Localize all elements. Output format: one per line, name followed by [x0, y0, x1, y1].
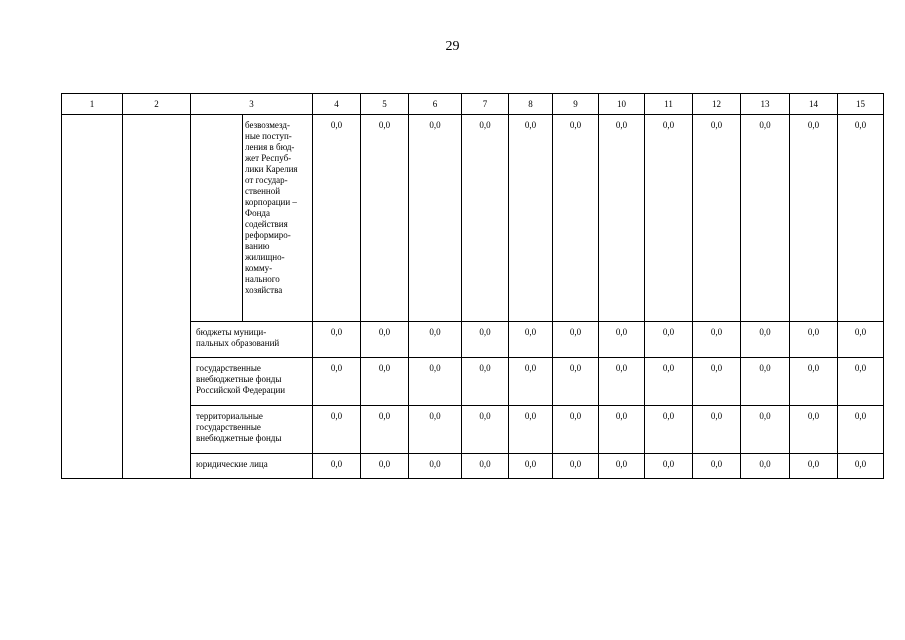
value-cell: 0,0	[313, 358, 361, 406]
value-cell: 0,0	[313, 322, 361, 358]
header-cell: 14	[790, 94, 838, 115]
value-cell: 0,0	[409, 322, 462, 358]
value-cell: 0,0	[409, 115, 462, 322]
value-cell: 0,0	[462, 322, 509, 358]
value-cell: 0,0	[645, 322, 693, 358]
value-cell: 0,0	[693, 358, 741, 406]
value-cell: 0,0	[599, 406, 645, 454]
value-cell: 0,0	[790, 115, 838, 322]
value-cell: 0,0	[741, 115, 790, 322]
value-cell: 0,0	[645, 115, 693, 322]
row-label: юридические лица	[191, 454, 313, 479]
header-cell: 8	[509, 94, 553, 115]
col2-cell	[123, 115, 191, 479]
value-cell: 0,0	[741, 322, 790, 358]
value-cell: 0,0	[509, 322, 553, 358]
table-row	[62, 115, 884, 322]
header-cell: 6	[409, 94, 462, 115]
header-cell: 10	[599, 94, 645, 115]
value-cell: 0,0	[553, 358, 599, 406]
header-cell: 15	[838, 94, 884, 115]
value-cell: 0,0	[313, 454, 361, 479]
value-cell: 0,0	[790, 454, 838, 479]
funding-table	[61, 93, 884, 479]
value-cell: 0,0	[645, 358, 693, 406]
value-cell: 0,0	[361, 115, 409, 322]
row-label: бюджеты муници- пальных образований	[191, 322, 313, 358]
header-cell: 13	[741, 94, 790, 115]
value-cell: 0,0	[361, 358, 409, 406]
value-cell: 0,0	[409, 358, 462, 406]
value-cell: 0,0	[509, 358, 553, 406]
value-cell: 0,0	[838, 454, 884, 479]
value-cell: 0,0	[790, 322, 838, 358]
value-cell: 0,0	[361, 454, 409, 479]
value-cell: 0,0	[693, 115, 741, 322]
value-cell: 0,0	[838, 115, 884, 322]
value-cell: 0,0	[462, 454, 509, 479]
value-cell: 0,0	[645, 454, 693, 479]
value-cell: 0,0	[509, 406, 553, 454]
value-cell: 0,0	[790, 406, 838, 454]
value-cell: 0,0	[645, 406, 693, 454]
value-cell: 0,0	[741, 406, 790, 454]
value-cell: 0,0	[838, 406, 884, 454]
value-cell: 0,0	[361, 406, 409, 454]
col3-indent-cell	[191, 115, 243, 322]
header-cell: 11	[645, 94, 693, 115]
value-cell: 0,0	[409, 454, 462, 479]
page-number: 29	[445, 39, 460, 54]
value-cell: 0,0	[462, 406, 509, 454]
value-cell: 0,0	[361, 322, 409, 358]
header-cell: 4	[313, 94, 361, 115]
value-cell: 0,0	[693, 406, 741, 454]
value-cell: 0,0	[553, 322, 599, 358]
header-cell: 3	[191, 94, 313, 115]
header-cell: 2	[123, 94, 191, 115]
value-cell: 0,0	[741, 454, 790, 479]
value-cell: 0,0	[599, 322, 645, 358]
header-row	[62, 94, 884, 115]
value-cell: 0,0	[553, 454, 599, 479]
row-label: государственные внебюджетные фонды Российской Федерации	[191, 358, 313, 406]
value-cell: 0,0	[509, 454, 553, 479]
row-label: территориальные государственные внебюджетные фонды	[191, 406, 313, 454]
row-label: безвозмезд- ные поступ- ления в бюд- жет Респуб- лики Карелия от государ- ственной корпорации – Фонда содействия реформиро- ванию жилищно- комму- нального хозяйства	[243, 115, 313, 322]
value-cell: 0,0	[509, 115, 553, 322]
value-cell: 0,0	[553, 406, 599, 454]
value-cell: 0,0	[838, 358, 884, 406]
value-cell: 0,0	[462, 358, 509, 406]
header-cell: 1	[62, 94, 123, 115]
value-cell: 0,0	[599, 454, 645, 479]
value-cell: 0,0	[693, 322, 741, 358]
value-cell: 0,0	[790, 358, 838, 406]
value-cell: 0,0	[599, 115, 645, 322]
col1-cell	[62, 115, 123, 479]
value-cell: 0,0	[553, 115, 599, 322]
value-cell: 0,0	[693, 454, 741, 479]
value-cell: 0,0	[313, 115, 361, 322]
value-cell: 0,0	[599, 358, 645, 406]
value-cell: 0,0	[313, 406, 361, 454]
header-cell: 9	[553, 94, 599, 115]
value-cell: 0,0	[462, 115, 509, 322]
value-cell: 0,0	[741, 358, 790, 406]
value-cell: 0,0	[838, 322, 884, 358]
header-cell: 5	[361, 94, 409, 115]
header-cell: 12	[693, 94, 741, 115]
header-cell: 7	[462, 94, 509, 115]
value-cell: 0,0	[409, 406, 462, 454]
